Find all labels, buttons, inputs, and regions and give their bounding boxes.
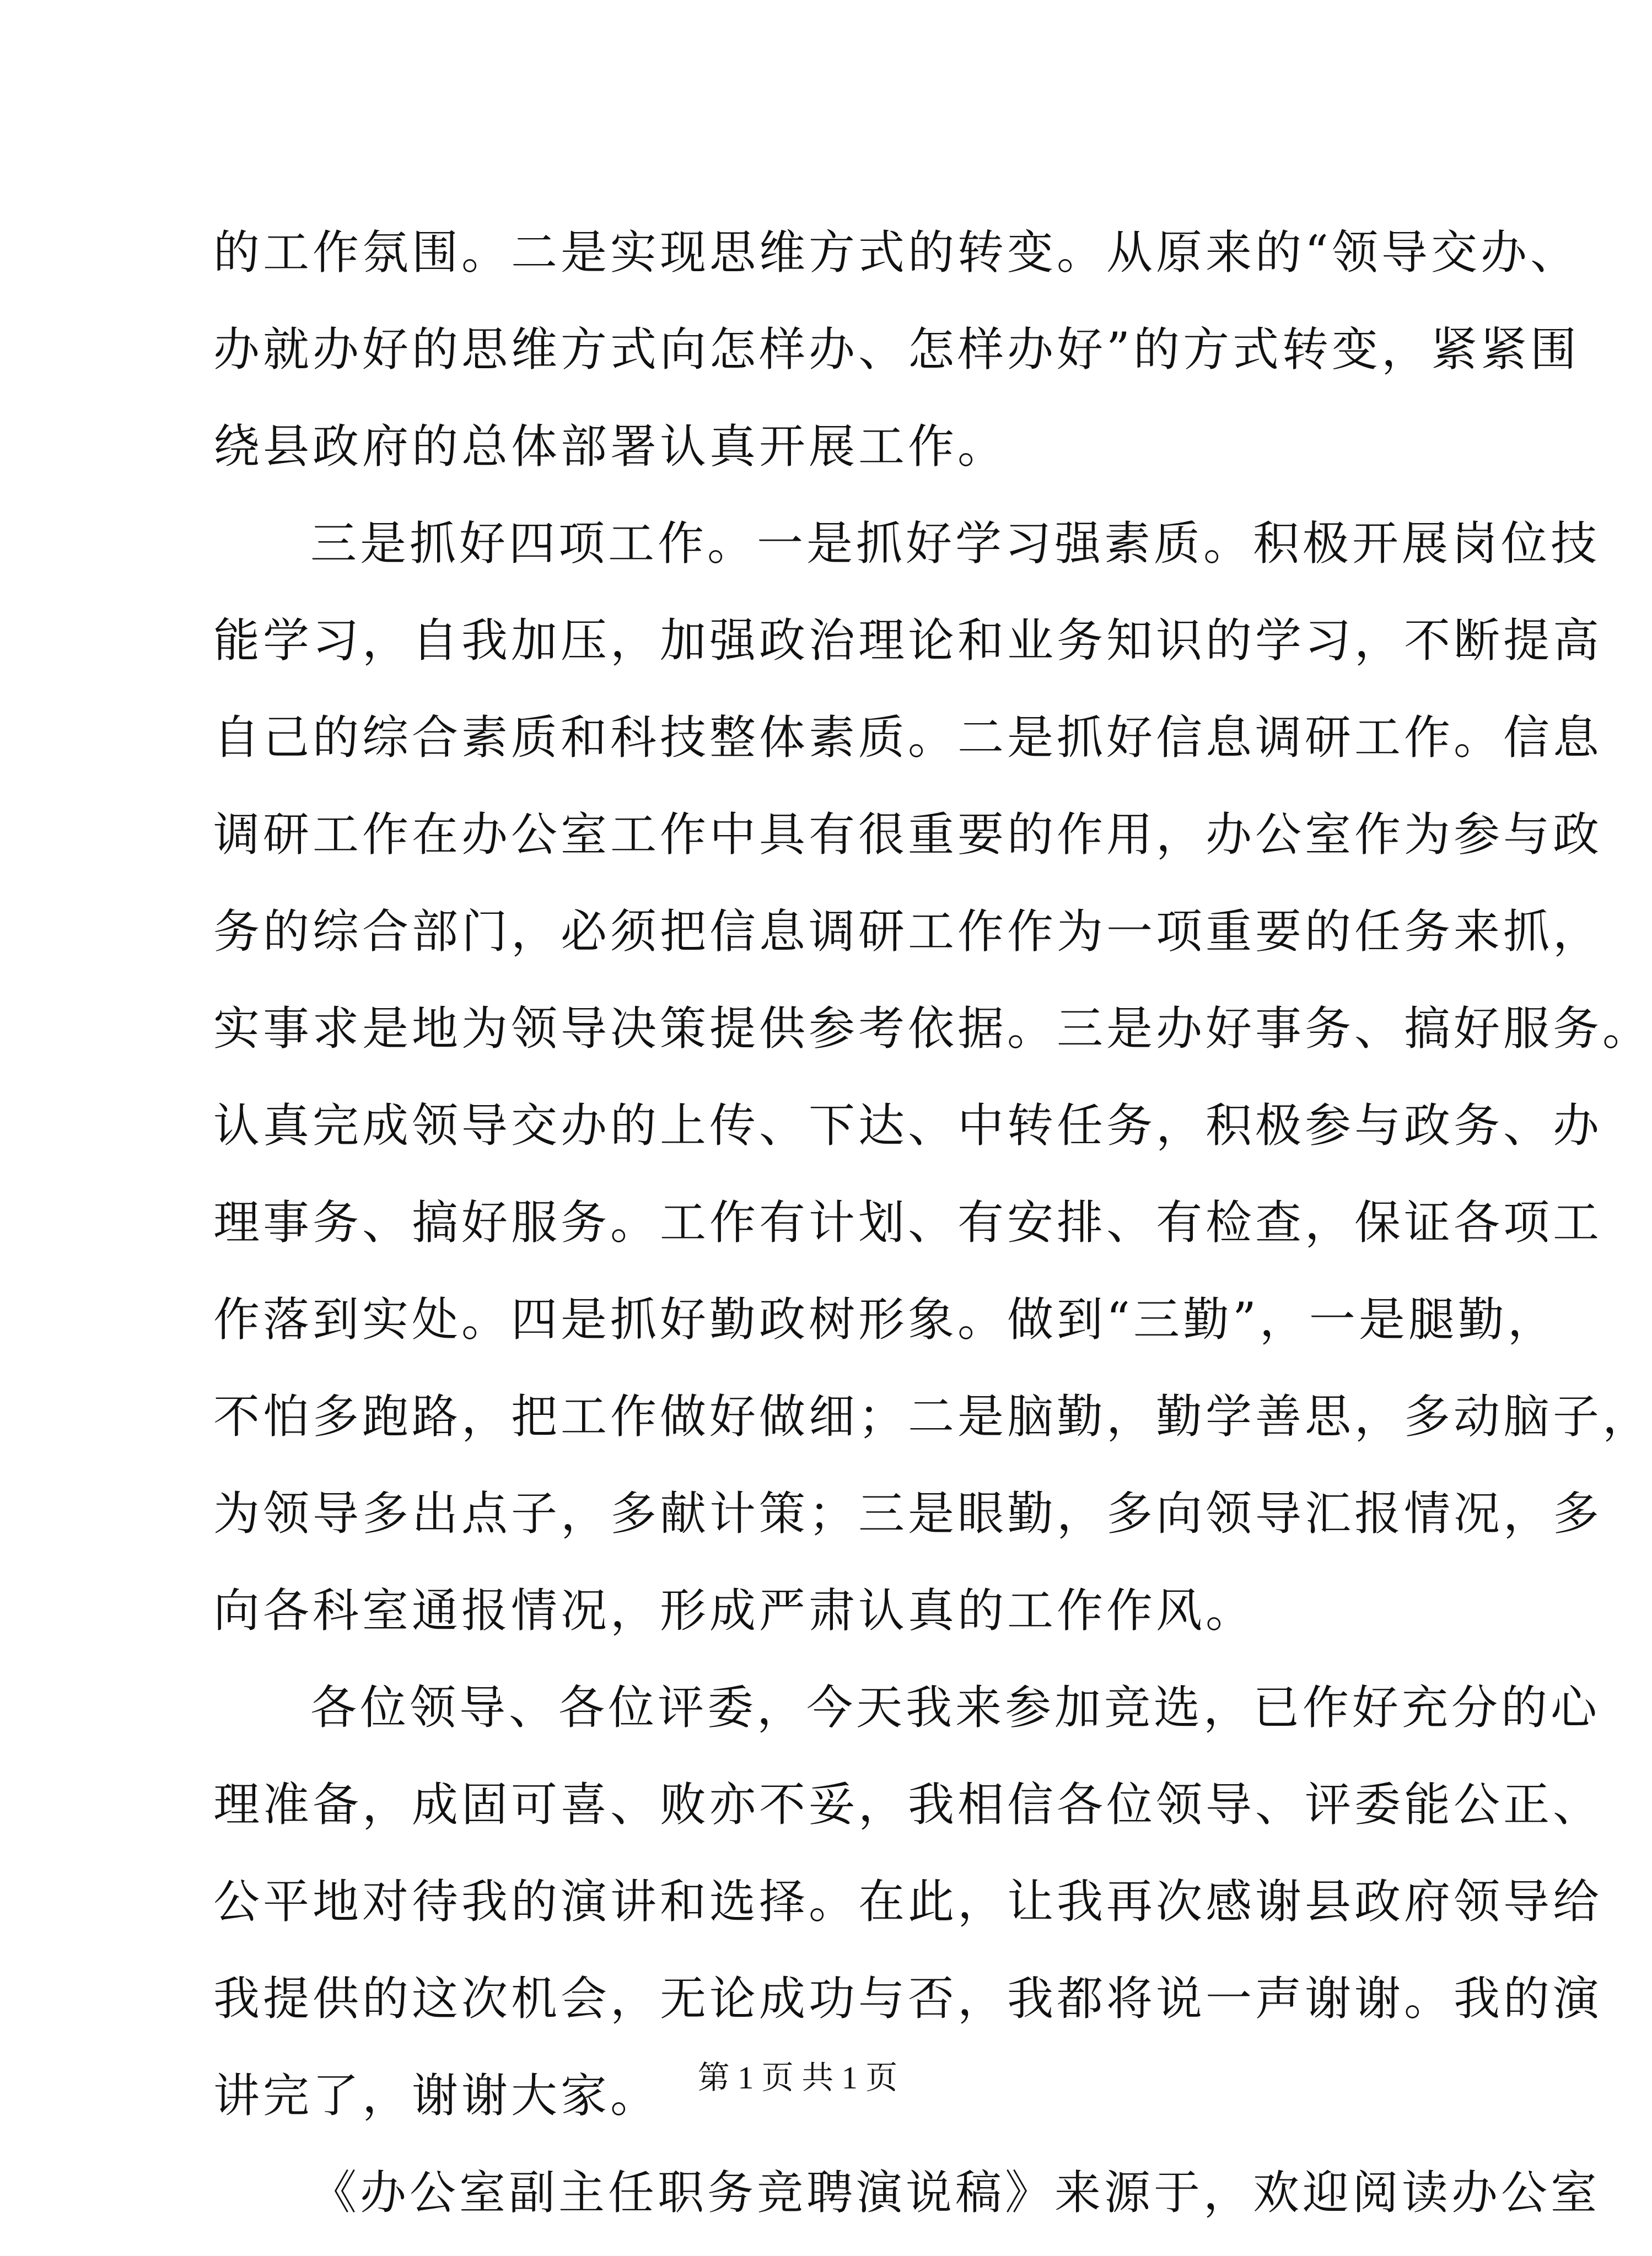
text-line: 绕县政府的总体部署认真开展工作。 — [213, 419, 1008, 473]
document-body — [213, 204, 1652, 2241]
text-line: 办就办好的思维方式向怎样办、怎样办好”的方式转变，紧紧围 — [213, 322, 1580, 376]
text-line: 公平地对待我的演讲和选择。在此，让我再次感谢县政府领导给 — [213, 1875, 1603, 1929]
page-number-label: 第 1 页 共 1 页 — [697, 2060, 898, 2096]
text-line: 我提供的这次机会，无论成功与否，我都将说一声谢谢。我的演 — [213, 1972, 1603, 2026]
text-line: 务的综合部门，必须把信息调研工作作为一项重要的任务来抓， — [213, 904, 1603, 959]
text-line: 的工作氛围。二是实现思维方式的转变。从原来的“领导交办、 — [213, 225, 1580, 279]
text-line: 不怕多跑路，把工作做好做细；二是脑勤，勤学善思，多动脑子， — [213, 1390, 1652, 1444]
text-line: 作落到实处。四是抓好勤政树形象。做到“三勤”，一是腿勤， — [213, 1293, 1557, 1347]
text-line: 理准备，成固可喜、败亦不妥，我相信各位领导、评委能公正、 — [213, 1778, 1603, 1832]
page-footer — [0, 2056, 1595, 2100]
text-line: 认真完成领导交办的上传、下达、中转任务，积极参与政务、办 — [213, 1099, 1603, 1153]
text-line: 理事务、搞好服务。工作有计划、有安排、有检查，保证各项工 — [213, 1196, 1603, 1250]
paragraph-start-line: 各位领导、各位评委，今天我来参加竞选，已作好充分的心 — [310, 1681, 1601, 1735]
text-line: 实事求是地为领导决策提供参考依据。三是办好事务、搞好服务。 — [213, 1002, 1652, 1056]
text-line: 能学习，自我加压，加强政治理论和业务知识的学习，不断提高 — [213, 613, 1603, 667]
paragraph-start-line: 《办公室副主任职务竞聘演说稿》来源于，欢迎阅读办公室 — [310, 2166, 1601, 2220]
text-line: 调研工作在办公室工作中具有很重要的作用，办公室作为参与政 — [213, 807, 1603, 862]
text-line: 为领导多出点子，多献计策；三是眼勤，多向领导汇报情况，多 — [213, 1487, 1603, 1541]
text-line: 向各科室通报情况，形成严肃认真的工作作风。 — [213, 1584, 1256, 1638]
text-line: 自己的综合素质和科技整体素质。二是抓好信息调研工作。信息 — [213, 710, 1603, 764]
paragraph-start-line: 三是抓好四项工作。一是抓好学习强素质。积极开展岗位技 — [310, 516, 1601, 570]
text-line: 讲完了，谢谢大家。 — [213, 2069, 660, 2123]
